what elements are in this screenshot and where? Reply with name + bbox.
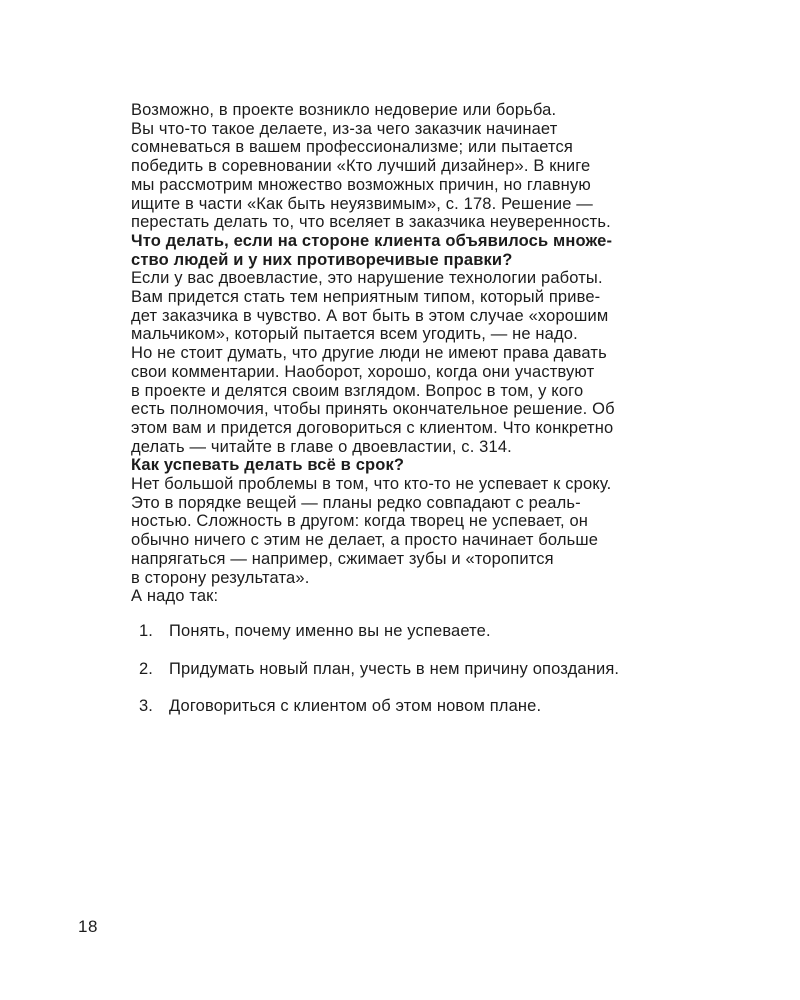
heading-conflicting-edits	[131, 232, 711, 269]
paragraph-instead: А надо так:	[131, 587, 219, 606]
text-line: Вы что-то такое делаете, из-за чего заказчик начинает	[131, 119, 558, 138]
heading-line: ство людей и у них противоречивые правки?	[131, 250, 513, 269]
text-line: ностью. Сложность в другом: когда творец не успевает, он	[131, 512, 589, 531]
list-item-text: Договориться с клиентом об этом новом плане.	[169, 697, 542, 716]
list-item	[131, 660, 711, 679]
list-item-text: Придумать новый план, учесть в нем причину опоздания.	[169, 659, 620, 678]
text-line: перестать делать то, что вселяет в заказчика неуверенность.	[131, 213, 611, 232]
paragraph-comments	[131, 344, 711, 456]
text-line: делать — читайте в главе о двоевластии, с. 314.	[131, 437, 512, 456]
paragraph-distrust	[131, 101, 711, 232]
steps-list	[131, 622, 711, 716]
list-item	[131, 622, 711, 641]
text-line: этом вам и придется договориться с клиентом. Что конкретно	[131, 418, 614, 437]
text-line: в сторону результата».	[131, 568, 310, 587]
list-item-number: 1.	[138, 621, 153, 640]
text-line: Если у вас двоевластие, это нарушение технологии работы.	[131, 269, 603, 288]
text-line: победить в соревновании «Кто лучший дизайнер». В книге	[131, 157, 591, 176]
text-line: ищите в части «Как быть неуязвимым», с. 178. Решение —	[131, 194, 593, 213]
list-item	[131, 697, 711, 716]
text-line: Это в порядке вещей — планы редко совпадают с реаль-	[131, 493, 581, 512]
text-line: Но не стоит думать, что другие люди не имеют права давать	[131, 344, 607, 363]
text-line: напрягаться — например, сжимает зубы и «торопится	[131, 549, 554, 568]
text-line: дет заказчика в чувство. А вот быть в этом случае «хорошим	[131, 306, 609, 325]
list-item-number: 2.	[138, 659, 153, 678]
text-line: мальчиком», который пытается всем угодить, — не надо.	[131, 325, 578, 344]
heading-line: Что делать, если на стороне клиента объявилось множе-	[131, 231, 613, 250]
text-line: сомневаться в вашем профессионализме; или пытается	[131, 138, 574, 157]
text-line: мы рассмотрим множество возможных причин, но главную	[131, 175, 591, 194]
text-line: обычно ничего с этим не делает, а просто начинает больше	[131, 531, 599, 550]
list-item-text: Понять, почему именно вы не успеваете.	[169, 621, 491, 640]
page-number: 18	[78, 917, 98, 936]
text-line: в проекте и делятся своим взглядом. Вопрос в том, у кого	[131, 381, 584, 400]
text-line: Возможно, в проекте возникло недоверие или борьба.	[131, 101, 557, 119]
list-item-number: 3.	[138, 697, 153, 716]
text-line: Нет большой проблемы в том, что кто-то не успевает к сроку.	[131, 475, 612, 494]
page-content	[131, 101, 711, 716]
text-line: Вам придется стать тем неприятным типом, который приве-	[131, 288, 601, 307]
paragraph-dual-power	[131, 269, 711, 344]
text-line: свои комментарии. Наоборот, хорошо, когда они участвуют	[131, 362, 595, 381]
paragraph-missed-deadlines	[131, 475, 711, 587]
heading-deadlines: Как успевать делать всё в срок?	[131, 456, 405, 475]
text-line: есть полномочия, чтобы принять окончательное решение. Об	[131, 400, 615, 419]
